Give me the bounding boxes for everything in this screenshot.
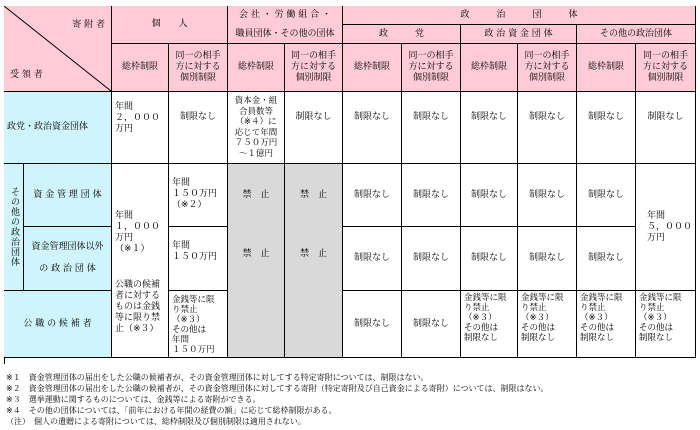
- r4c8: [636, 291, 696, 358]
- other-political-individual-text: 年間 ５，０００ 万円: [646, 210, 692, 243]
- row-header-fund-management: [24, 164, 112, 227]
- other-group-header: [577, 25, 696, 44]
- col4-total-limit: [461, 44, 518, 92]
- company-union-header-text: 会 社 ・ 労 働 組 合 ・: [238, 9, 332, 20]
- col5-total-limit: [577, 44, 636, 92]
- company-union-header: [228, 6, 343, 44]
- corp-party-total: [228, 92, 285, 164]
- candidate-money-text: 金銭等に限 り禁止 （※３） その他は 制限なし: [639, 293, 682, 343]
- ind-fundmgmt-individual: [169, 164, 228, 227]
- ind-candidate-total-text: 公職の候補 者に対する ものは金銭 等に限り禁 止（※３）: [115, 280, 161, 334]
- r2c7: [577, 164, 636, 227]
- col4-individual-limit: [518, 44, 577, 92]
- other-political-individual: [636, 164, 696, 291]
- ind-party-total-text: 年間 ２，０００ 万円: [115, 102, 161, 134]
- row-header-candidate: [4, 291, 112, 358]
- r2c5: [461, 164, 518, 227]
- donor-label: 寄 附 者: [72, 20, 105, 30]
- same-party-limit-label: 同一の相手 方に対する 個別制限: [290, 51, 336, 83]
- ind-fundmgmt-individual-text: 年間 １５０万円 （※２）: [172, 178, 218, 210]
- ind-nonfund-individual: [169, 227, 228, 291]
- row-header-party-fund: [4, 92, 112, 164]
- corp-other-individual: [285, 164, 343, 358]
- same-party-limit-label: 同一の相手 方に対する 個別制限: [408, 51, 454, 83]
- no-limit-text: 制限なし: [412, 189, 449, 200]
- no-limit-text: 制限なし: [470, 112, 507, 122]
- ind-nonfund-individual-text: 年間 １５０万円: [172, 241, 218, 262]
- r2c4: [402, 164, 461, 227]
- col1-total-limit: [112, 44, 169, 92]
- r1c5: [461, 92, 518, 164]
- r1c8: [636, 92, 696, 164]
- row-label-fund-management: 資 金 管 理 団 体: [33, 189, 102, 200]
- footnote: （注） 個人の遺贈による寄附については、総枠制限及び個別制限は適用されない。: [6, 417, 306, 426]
- no-limit-text: 制限なし: [587, 253, 624, 263]
- footnotes: [6, 372, 696, 427]
- recipient-label: 受 領 者: [10, 70, 43, 80]
- ind-other-total-text: 年間 １，０００ 万円 （※１）: [115, 211, 161, 254]
- col3-individual-limit: [402, 44, 461, 92]
- no-limit-text: 制限なし: [587, 112, 624, 122]
- col5-individual-limit: [636, 44, 696, 92]
- no-limit-text: 制限なし: [587, 189, 624, 200]
- r2c6: [518, 164, 577, 227]
- party-header: [343, 25, 461, 44]
- footnote: ※４ その他の団体については、「前年における年間の経費の額」に応じて総枠制限がある。: [6, 406, 337, 415]
- r3c3: [343, 227, 402, 291]
- candidate-money-text: 金銭等に限 り禁止 （※３） その他は 制限なし: [521, 293, 564, 343]
- political-group-header-text: 政 治 団 体: [460, 9, 578, 20]
- footnote: ※３ 選挙運動に関するものについては、金銭等による寄附ができる。: [6, 395, 261, 404]
- r3c4: [402, 227, 461, 291]
- no-limit-text: 制限なし: [412, 318, 449, 329]
- r4c3: [343, 291, 402, 358]
- same-party-limit-label: 同一の相手 方に対する 個別制限: [175, 51, 221, 83]
- r1c6: [518, 92, 577, 164]
- corp-party-individual: [285, 92, 343, 164]
- company-union-header-text-2: 職員団体・その他の団体: [235, 28, 335, 39]
- same-party-limit-label: 同一の相手 方に対する 個別制限: [642, 51, 688, 83]
- total-limit-label: 総枠制限: [121, 62, 158, 72]
- r1c7: [577, 92, 636, 164]
- ind-party-total: [112, 92, 169, 164]
- no-limit-text: 制限なし: [412, 253, 449, 263]
- r3c7: [577, 227, 636, 291]
- r4c6: [518, 291, 577, 358]
- prohibited-text: 禁 止: [242, 249, 270, 259]
- row-label-party-fund: 政党・政治資金団体: [7, 122, 89, 132]
- candidate-money-text: 金銭等に限 り禁止 （※３） その他は 制限なし: [464, 293, 507, 343]
- prohibited-text: 禁 止: [242, 190, 270, 200]
- col1-individual-limit: [169, 44, 228, 92]
- no-limit-text: 制限なし: [528, 189, 565, 200]
- ind-party-individual: [169, 92, 228, 164]
- r4c5: [461, 291, 518, 358]
- row-label-candidate: 公 職 の 候 補 者: [23, 318, 92, 329]
- r4c7: [577, 291, 636, 358]
- no-limit-text: 制限なし: [470, 189, 507, 200]
- ind-other-total: [112, 164, 169, 358]
- no-limit-text: 制限なし: [528, 253, 565, 263]
- political-group-header: [343, 6, 696, 25]
- no-limit-text: 制限なし: [353, 189, 390, 200]
- no-limit-text: 制限なし: [470, 253, 507, 263]
- party-header-text: 政 党: [378, 28, 424, 39]
- corp-party-total-text: 資本金・組 合員数等 （※４）に 応じて年間 ７５０万円 ～１億円: [234, 96, 278, 159]
- total-limit-label: 総枠制限: [237, 62, 274, 72]
- individual-header-text: 個 人: [151, 19, 188, 29]
- row-label-non-fund-management: 資金管理団体以外 の 政 治 団 体: [31, 242, 104, 274]
- no-limit-text: 制限なし: [353, 253, 390, 263]
- prohibited-text: 禁 止: [299, 190, 327, 200]
- footnote: ※１ 資金管理団体の届出をした公職の候補者が、その資金管理団体に対してする特定寄附については、制限はない。: [6, 373, 429, 382]
- no-limit-text: 制限なし: [353, 318, 390, 329]
- r3c6: [518, 227, 577, 291]
- col3-total-limit: [343, 44, 402, 92]
- no-limit-text: 制限なし: [528, 112, 565, 122]
- total-limit-label: 総枠制限: [353, 62, 390, 72]
- corner-header-cell: [4, 6, 112, 92]
- candidate-money-text: 金銭等に限 り禁止 （※３） その他は 制限なし: [580, 293, 623, 343]
- total-limit-label: 総枠制限: [587, 62, 624, 72]
- corp-party-individual-text: 制限なし: [295, 112, 332, 122]
- same-party-limit-label: 同一の相手 方に対する 個別制限: [524, 51, 570, 83]
- prohibited-text: 禁 止: [299, 249, 327, 259]
- no-limit-text: 制限なし: [353, 112, 390, 122]
- no-limit-text: 制限なし: [412, 112, 449, 122]
- other-group-header-text: その他の政治団体: [599, 28, 672, 39]
- fund-group-header-text: 政 治 資 金 団 体: [484, 28, 553, 39]
- col2-total-limit: [228, 44, 285, 92]
- total-limit-label: 総枠制限: [470, 62, 507, 72]
- row-header-other-political-group: [4, 164, 24, 291]
- ind-candidate-individual: [169, 291, 228, 358]
- col2-individual-limit: [285, 44, 343, 92]
- row-header-non-fund-management: [24, 227, 112, 291]
- row-label-other-political-group: その他の政治団体: [9, 187, 19, 267]
- r1c3: [343, 92, 402, 164]
- footnote: ※２ 資金管理団体の届出をした公職の候補者が、その資金管理団体に対してする寄附（特定寄附及び自己資金による寄附）については、制限はない。: [6, 384, 549, 393]
- individual-header: [112, 6, 228, 44]
- no-limit-text: 制限なし: [647, 112, 684, 122]
- r1c4: [402, 92, 461, 164]
- r3c5: [461, 227, 518, 291]
- ind-candidate-individual-text: 金銭等に限 り禁止 （※３） その他は 年間 １５０万円: [172, 295, 215, 355]
- r2c3: [343, 164, 402, 227]
- r4c4: [402, 291, 461, 358]
- corp-other-total: [228, 164, 285, 358]
- ind-party-individual-text: 制限なし: [179, 112, 216, 122]
- fund-group-header: [461, 25, 577, 44]
